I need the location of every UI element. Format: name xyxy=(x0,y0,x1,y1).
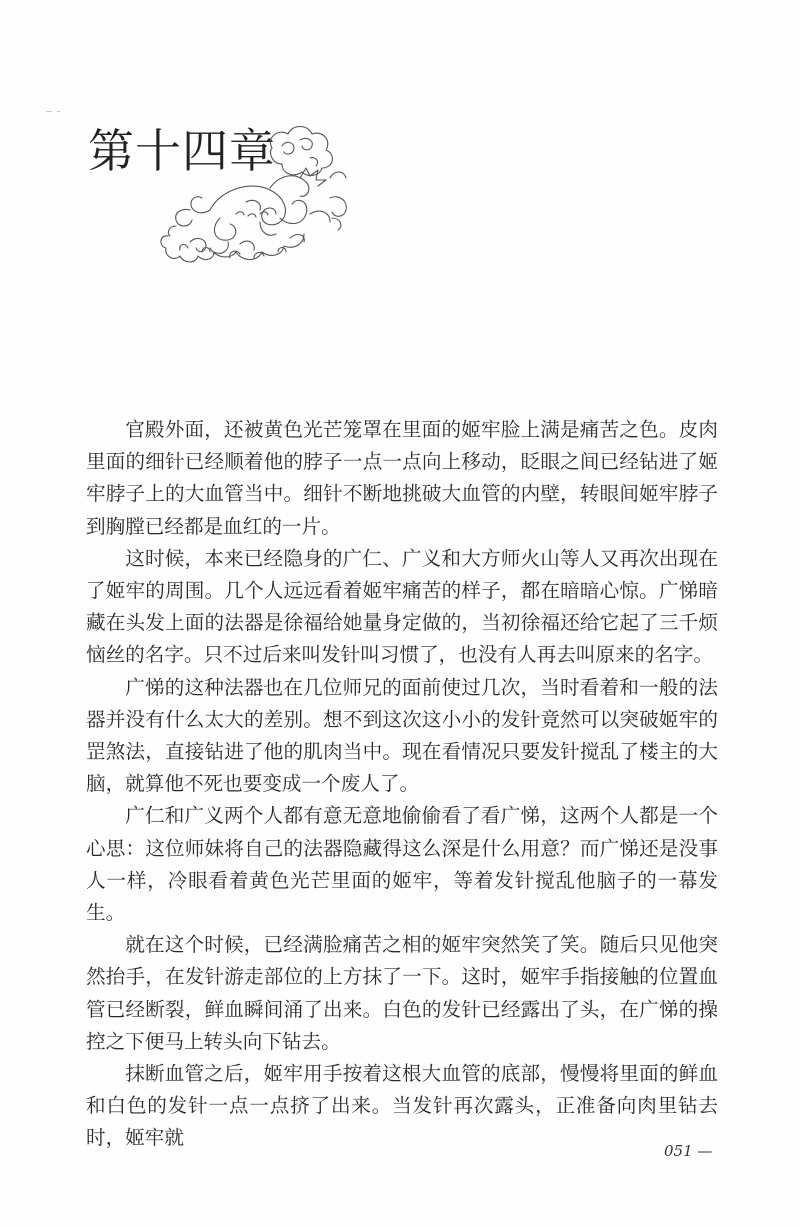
page-number: 051 — xyxy=(664,1142,713,1160)
paragraph: 抹断血管之后，姬牢用手按着这根大血管的底部，慢慢将里面的鲜血和白色的发针一点一点挤了出来。当发针再次露头，正准备向肉里钻去时，姬牢就 xyxy=(86,1062,718,1150)
cloud-dragon-ornament-icon xyxy=(150,118,355,278)
scan-speck xyxy=(46,98,66,101)
chapter-body xyxy=(86,414,718,1155)
paragraph: 广仁和广义两个人都有意无意地偷偷看了看广悌，这两个人都是一个心思：这位师妹将自己的法器隐藏得这么深是什么用意？而广悌还是没事人一样，冷眼看着黄色光芒里面的姬牢，等着发针搅乱他脑子的一幕发生。 xyxy=(86,804,718,925)
chapter-title: 第十四章 xyxy=(88,124,276,178)
paragraph: 官殿外面，还被黄色光芒笼罩在里面的姬牢脸上满是痛苦之色。皮肉里面的细针已经顺着他的脖子一点一点向上移动，眨眼之间已经钻进了姬牢脖子上的大血管当中。细针不断地挑破大血管的内壁，转眼间姬牢脖子到胸膛已经都是血红的一片。 xyxy=(86,418,718,538)
paragraph: 这时候，本来已经隐身的广仁、广义和大方师火山等人又再次出现在了姬牢的周围。几个人远远看着姬牢痛苦的样子，都在暗暗心惊。广悌暗藏在头发上面的法器是徐福给她量身定做的，当初徐福还给它起了三千烦恼丝的名字。只不过后来叫发针叫习惯了，也没有人再去叫原来的名字。 xyxy=(86,546,718,667)
paragraph: 广悌的这种法器也在几位师兄的面前使过几次，当时看着和一般的法器并没有什么太大的差别。想不到这次这小小的发针竟然可以突破姬牢的罡煞法，直接钻进了他的肌肉当中。现在看情况只要发针搅乱了楼主的大脑，就算他不死也要变成一个废人了。 xyxy=(86,675,718,796)
paragraph: 就在这个时候，已经满脸痛苦之相的姬牢突然笑了笑。随后只见他突然抬手，在发针游走部位的上方抹了一下。这时，姬牢手指接触的位置血管已经断裂，鲜血瞬间涌了出来。白色的发针已经露出了头，在广悌的操控之下便马上转头向下钻去。 xyxy=(86,933,718,1053)
